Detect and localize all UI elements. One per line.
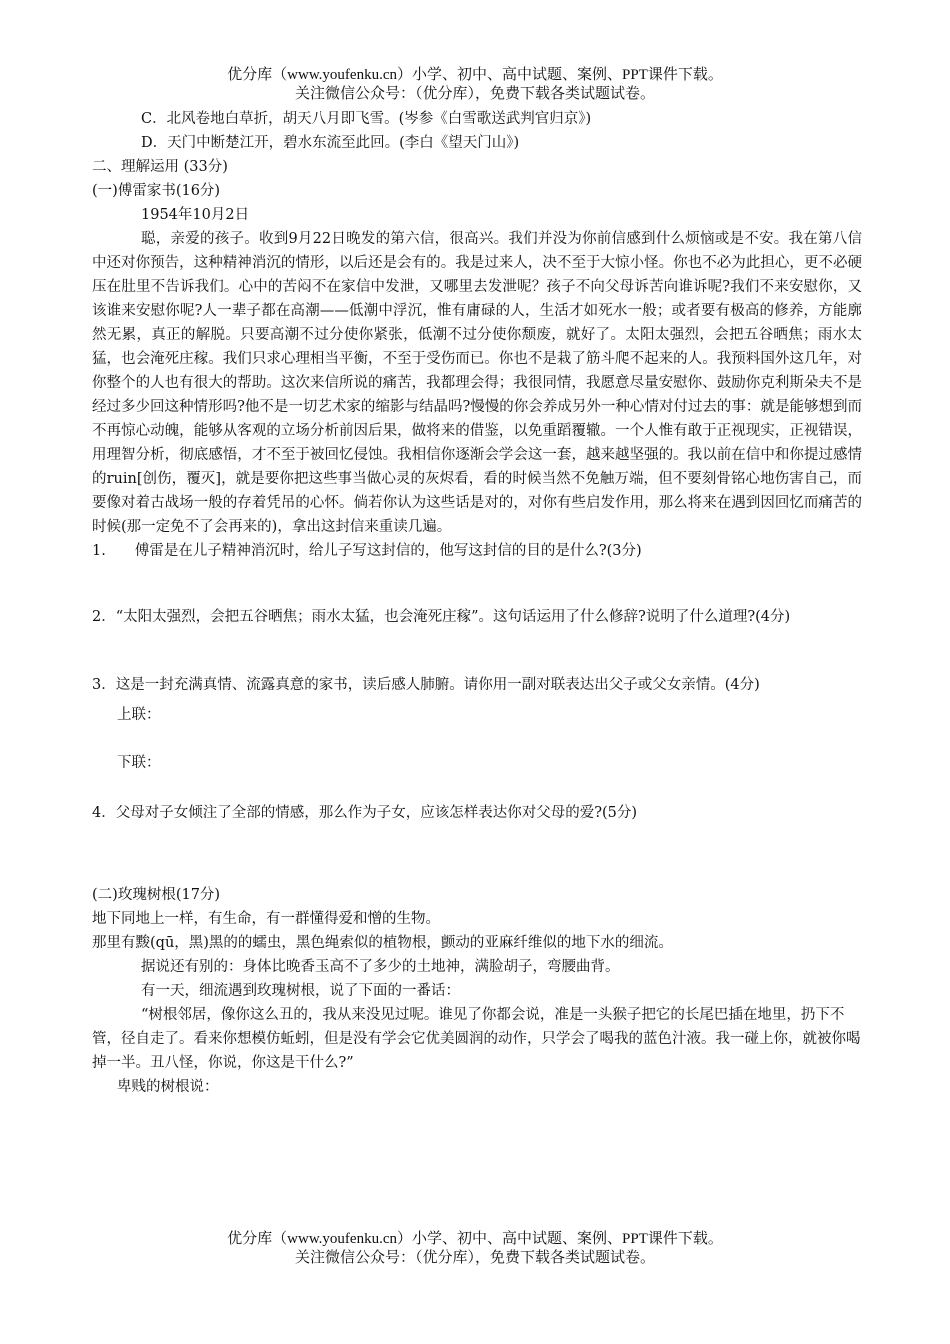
upper-couplet-label: 上联： bbox=[117, 707, 161, 723]
footer-line-2: 关注微信公众号：（优分库），免费下载各类试题试卷。 bbox=[294, 1250, 655, 1266]
option-d: D．天门中断楚江开，碧水东流至此回。(李白《望天门山》) bbox=[141, 135, 520, 151]
part2-paragraph-6: 卑贱的树根说： bbox=[117, 1079, 219, 1095]
page-header bbox=[0, 66, 950, 104]
header-line-2: 关注微信公众号：（优分库），免费下载各类试题试卷。 bbox=[294, 86, 655, 102]
letter-date: 1954年10月2日 bbox=[141, 207, 250, 223]
document-body bbox=[92, 107, 862, 1099]
letter-body: 聪，亲爱的孩子。收到9月22日晚发的第六信，很高兴。我们并没为你前信感到什么烦恼或是不安。我在第八信中还对你预告，这种精神消沉的情形，以后还是会有的。我是过来人，决不至于大惊小怪。你也不必为此担心，更不必硬压在肚里不告诉我们。心中的苦闷不在家信中发泄，又哪里去发泄呢？孩子不向父母诉苦向谁诉呢?我们不来安慰你，又该谁来安慰你呢?人一辈子都在高潮——低潮中浮沉，惟有庸碌的人，生活才如死水一般；或者要有极高的修养，方能廓然无累，真正的解脱。只要高潮不过分使你紧张，低潮不过分使你颓废，就好了。太阳太强烈，会把五谷晒焦；雨水太猛，也会淹死庄稼。我们只求心理相当平衡，不至于受伤而已。你也不是栽了筋斗爬不起来的人。我预料国外这几年，对你整个的人也有很大的帮助。这次来信所说的痛苦，我都理会得；我很同情，我愿意尽量安慰你、鼓励你克利斯朵夫不是经过多少回这种情形吗?他不是一切艺术家的缩影与结晶吗?慢慢的你会养成另外一种心情对付过去的事：就是能够想到而不再惊心动魄，能够从客观的立场分析前因后果，做将来的借鉴，以免重蹈覆辙。一个人惟有敢于正视现实，正视错误，用理智分析，彻底感悟，才不至于被回忆侵蚀。我相信你逐渐会学会这一套，越来越坚强的。我以前在信中和你提过感情的ruin[创伤，覆灭]，就是要你把这些事当做心灵的灰烬看，看的时候当然不免触万端，但不要刻骨铭心地伤害自己，而要像对着古战场一般的存着凭吊的心怀。倘若你认为这些话是对的，对你有些启发作用，那么将来在遇到因回忆而痛苦的时候(那一定免不了会再来的)，拿出这封信来重读几遍。 bbox=[92, 231, 862, 535]
part2-paragraph-3: 据说还有别的：身体比晚香玉高不了多少的土地神，满脸胡子，弯腰曲背。 bbox=[141, 959, 620, 975]
part2-paragraph-5: “树根邻居，像你这么丑的，我从来没见过呢。谁见了你都会说，准是一头猴子把它的长尾巴插在地里，扔下不管，径自走了。看来你想模仿蚯蚓，但是没有学会它优美圆润的动作，只学会了喝我的蓝色汁液。我一碰上你，就被你喝掉一半。丑八怪，你说，你这是干什么?” bbox=[92, 1007, 861, 1071]
question-1: 1. 傅雷是在儿子精神消沉时，给儿子写这封信的，他写这封信的目的是什么?(3分) bbox=[92, 543, 642, 559]
header-line-1: 优分库（www.youfenku.cn）小学、初中、高中试题、案例、PPT课件下载。 bbox=[227, 67, 723, 83]
part2-paragraph-4: 有一天，细流遇到玫瑰树根，说了下面的一番话： bbox=[141, 983, 460, 999]
part1-title: (一)傅雷家书(16分) bbox=[92, 183, 221, 199]
question-3: 3．这是一封充满真情、流露真意的家书，读后感人肺腑。请你用一副对联表达出父子或父女亲情。(4分) bbox=[92, 677, 760, 693]
part2-paragraph-2: 那里有黢(qū，黑)黑的的蠕虫，黑色绳索似的植物根，颤动的亚麻纤维似的地下水的细流。 bbox=[92, 935, 673, 951]
part2-paragraph-1: 地下同地上一样，有生命，有一群懂得爱和憎的生物。 bbox=[92, 911, 440, 927]
option-c: C．北风卷地白草折，胡天八月即飞雪。(岑参《白雪歌送武判官归京》) bbox=[141, 111, 592, 127]
page-footer bbox=[0, 1230, 950, 1268]
footer-line-1: 优分库（www.youfenku.cn）小学、初中、高中试题、案例、PPT课件下载。 bbox=[227, 1231, 723, 1247]
lower-couplet-label: 下联： bbox=[117, 755, 161, 771]
question-2: 2．“太阳太强烈，会把五谷晒焦；雨水太猛，也会淹死庄稼”。这句话运用了什么修辞?说明了什么道理?(4分) bbox=[92, 609, 791, 625]
question-4: 4．父母对子女倾注了全部的情感，那么作为子女，应该怎样表达你对父母的爱?(5分) bbox=[92, 805, 638, 821]
section-title: 二、理解运用 (33分) bbox=[92, 159, 228, 175]
part2-title: (二)玫瑰树根(17分) bbox=[92, 887, 221, 903]
